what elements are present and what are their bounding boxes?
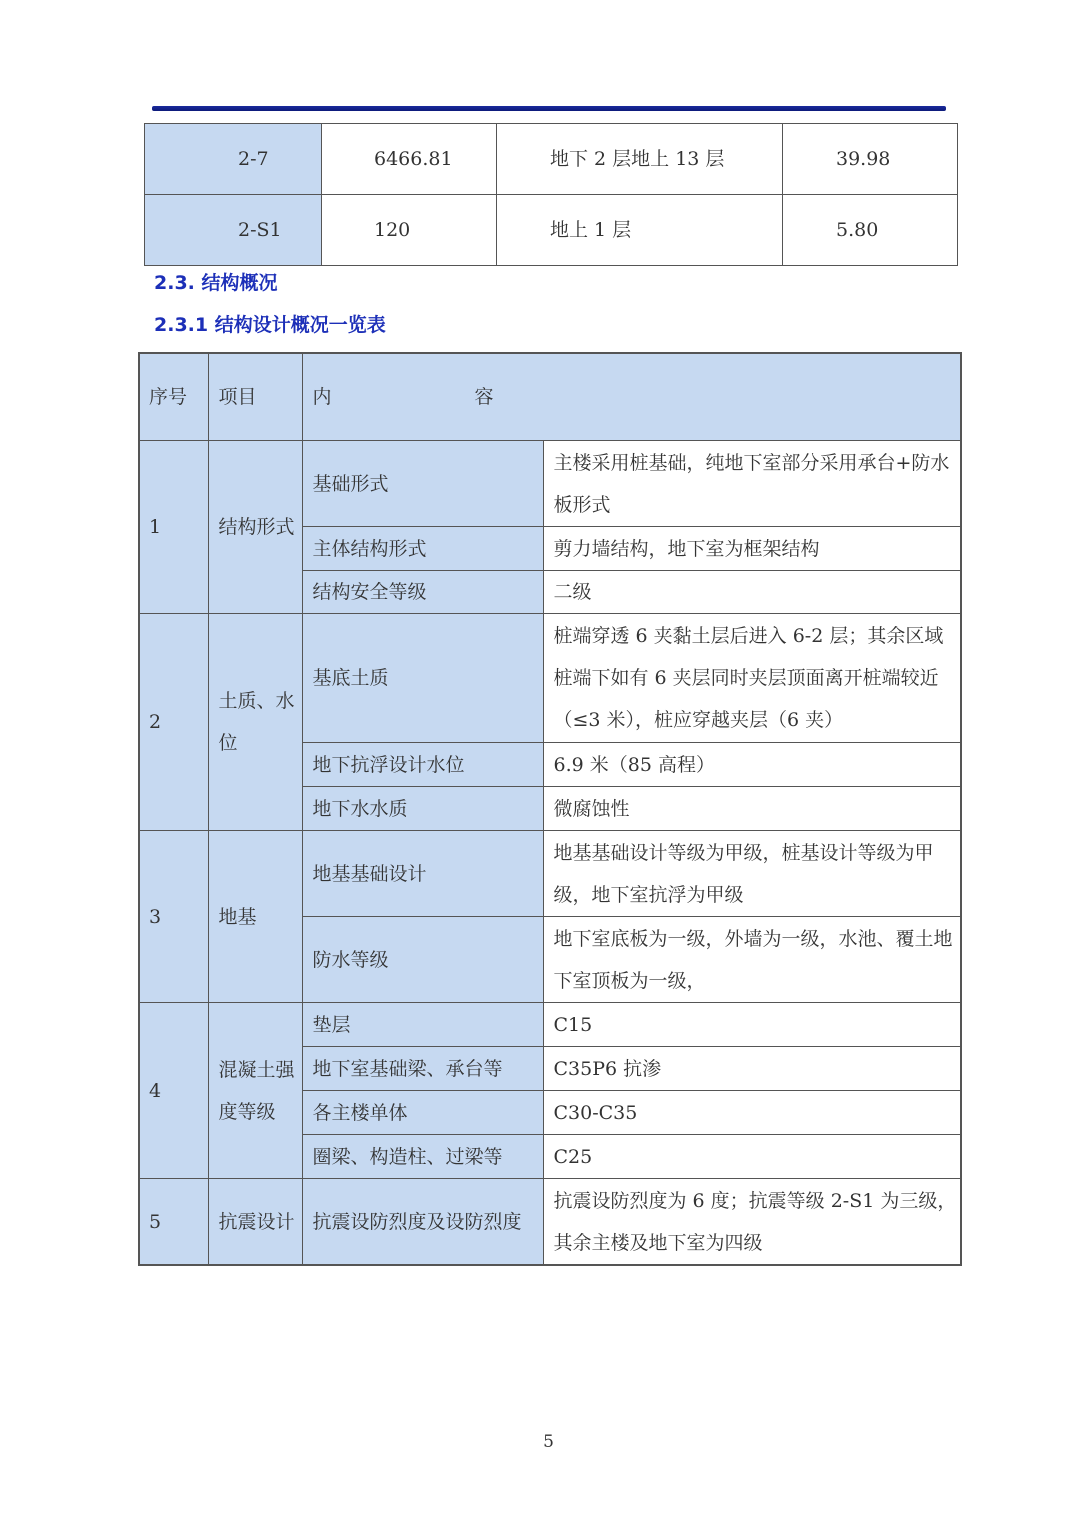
area-cell: 6466.81: [322, 124, 497, 195]
subsection-heading: 2.3.1 结构设计概况一览表: [154, 314, 386, 336]
row-label: 抗震设防烈度及设防烈度: [302, 1179, 543, 1266]
row-value: 6.9 米（85 高程）: [543, 743, 961, 787]
table-row: [139, 831, 961, 917]
row-value: C15: [543, 1003, 961, 1047]
page-number: 5: [543, 1432, 554, 1452]
group-seq: 2: [139, 614, 208, 831]
row-value: 主楼采用桩基础，纯地下室部分采用承台+防水板形式: [543, 441, 961, 527]
header-rule: [152, 106, 946, 111]
row-label: 主体结构形式: [302, 527, 543, 571]
building-id-cell: 2-S1: [145, 195, 322, 266]
header-content: [302, 353, 961, 441]
group-item: 结构形式: [208, 441, 302, 614]
table-row: [139, 1179, 961, 1266]
table-row: [139, 1003, 961, 1047]
group-item: 土质、水位: [208, 614, 302, 831]
building-summary-table: [144, 123, 958, 266]
row-label: 基底土质: [302, 614, 543, 743]
group-seq: 4: [139, 1003, 208, 1179]
row-label: 结构安全等级: [302, 571, 543, 614]
row-label: 地下水水质: [302, 787, 543, 831]
row-value: 地下室底板为一级，外墙为一级，水池、覆土地下室顶板为一级，: [543, 917, 961, 1003]
row-label: 垫层: [302, 1003, 543, 1047]
floors-cell: 地上 1 层: [497, 195, 783, 266]
table-row: [139, 441, 961, 527]
row-label: 基础形式: [302, 441, 543, 527]
group-item: 抗震设计: [208, 1179, 302, 1266]
group-seq: 3: [139, 831, 208, 1003]
table-header-row: [139, 353, 961, 441]
group-seq: 1: [139, 441, 208, 614]
header-item: 项目: [208, 353, 302, 441]
row-value: 桩端穿透 6 夹黏土层后进入 6-2 层；其余区域桩端下如有 6 夹层同时夹层顶面离开桩端较近（≤3 米），桩应穿越夹层（6 夹）: [543, 614, 961, 743]
row-value: C30-C35: [543, 1091, 961, 1135]
row-label: 各主楼单体: [302, 1091, 543, 1135]
row-value: C25: [543, 1135, 961, 1179]
group-seq: 5: [139, 1179, 208, 1266]
row-value: 地基基础设计等级为甲级，桩基设计等级为甲级，地下室抗浮为甲级: [543, 831, 961, 917]
row-label: 地下抗浮设计水位: [302, 743, 543, 787]
row-value: 二级: [543, 571, 961, 614]
row-label: 防水等级: [302, 917, 543, 1003]
group-item: 地基: [208, 831, 302, 1003]
group-item: 混凝土强度等级: [208, 1003, 302, 1179]
table-row: [145, 195, 958, 266]
height-cell: 39.98: [783, 124, 958, 195]
height-cell: 5.80: [783, 195, 958, 266]
row-value: 抗震设防烈度为 6 度；抗震等级 2-S1 为三级，其余主楼及地下室为四级: [543, 1179, 961, 1266]
row-label: 地下室基础梁、承台等: [302, 1047, 543, 1091]
header-content-left: 内: [312, 386, 332, 408]
table-row: [145, 124, 958, 195]
row-value: 微腐蚀性: [543, 787, 961, 831]
header-content-right: 容: [474, 386, 494, 408]
header-seq: 序号: [139, 353, 208, 441]
table-row: [139, 614, 961, 743]
row-label: 圈梁、构造柱、过梁等: [302, 1135, 543, 1179]
floors-cell: 地下 2 层地上 13 层: [497, 124, 783, 195]
row-value: C35P6 抗渗: [543, 1047, 961, 1091]
section-heading: 2.3. 结构概况: [154, 272, 278, 294]
building-id-cell: 2-7: [145, 124, 322, 195]
area-cell: 120: [322, 195, 497, 266]
row-label: 地基基础设计: [302, 831, 543, 917]
structure-design-table: [138, 352, 962, 1266]
row-value: 剪力墙结构，地下室为框架结构: [543, 527, 961, 571]
